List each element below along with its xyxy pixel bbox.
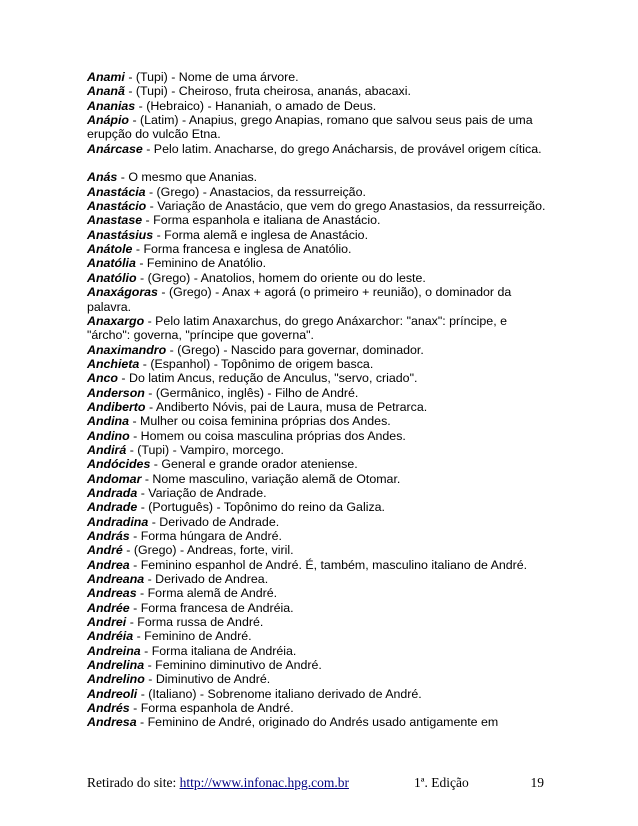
entry-term: Anárcase xyxy=(87,141,143,156)
entry-term: Andréia xyxy=(87,629,134,644)
dictionary-entry xyxy=(87,256,552,270)
entry-description: - Nome masculino, variação alemã de Otomar. xyxy=(141,471,401,486)
dictionary-entry xyxy=(87,586,552,600)
source-label: Retirado do site: xyxy=(87,775,180,790)
dictionary-entry xyxy=(87,142,552,156)
entry-description: - Homem ou coisa masculina próprias dos Andes. xyxy=(129,428,406,443)
entry-description: - Forma francesa de Andréia. xyxy=(129,600,294,615)
dictionary-entry xyxy=(87,629,552,643)
dictionary-entry xyxy=(87,443,552,457)
entry-term: Anás xyxy=(87,170,118,185)
entry-term: Andreas xyxy=(87,586,137,601)
entry-description: - Feminino diminutivo de André. xyxy=(144,658,322,673)
dictionary-entry xyxy=(87,658,552,672)
dictionary-entry xyxy=(87,285,552,314)
dictionary-entry xyxy=(87,515,552,529)
entry-description: - (Grego) - Andreas, forte, viril. xyxy=(122,543,294,558)
entry-description: - O mesmo que Ananias. xyxy=(117,170,258,185)
entry-term: Anatólio xyxy=(87,270,137,285)
entry-description: - Pelo latim. Anacharse, do grego Anácharsis, de provável origem cítica. xyxy=(142,141,542,156)
entry-description: - (Tupi) - Nome de uma árvore. xyxy=(124,70,299,84)
entry-description: - Derivado de Andrea. xyxy=(144,572,269,587)
entry-term: Andrea xyxy=(87,557,130,572)
dictionary-entry xyxy=(87,213,552,227)
entry-term: Andina xyxy=(87,414,129,429)
entry-term: Andrelino xyxy=(87,672,145,687)
dictionary-entry xyxy=(87,228,552,242)
dictionary-entry xyxy=(87,701,552,715)
entry-term: Anchieta xyxy=(87,356,140,371)
footer-edition: 1ª. Edição xyxy=(414,775,469,790)
dictionary-entry xyxy=(87,400,552,414)
entry-gap xyxy=(87,156,552,170)
entry-description: - Do latim Ancus, redução de Anculus, "servo, criado". xyxy=(117,371,418,386)
dictionary-entry xyxy=(87,170,552,184)
dictionary-entry xyxy=(87,357,552,371)
dictionary-entry xyxy=(87,84,552,98)
entry-term: Ananã xyxy=(87,84,125,99)
entry-description: - Feminino espanhol de André. É, também, masculino italiano de André. xyxy=(129,557,528,572)
entry-term: Andino xyxy=(87,428,130,443)
entry-description: - Forma francesa e inglesa de Anatólio. xyxy=(132,242,352,257)
entry-term: Anastásius xyxy=(87,227,154,242)
entry-term: Andreina xyxy=(87,643,141,658)
dictionary-entry xyxy=(87,687,552,701)
dictionary-entry xyxy=(87,529,552,543)
entry-description: - Variação de Andrade. xyxy=(137,485,267,500)
entry-description: - (Grego) - Nascido para governar, dominador. xyxy=(166,342,424,357)
footer-source xyxy=(87,775,349,791)
dictionary-entry xyxy=(87,486,552,500)
dictionary-entry xyxy=(87,429,552,443)
dictionary-entry xyxy=(87,601,552,615)
entry-term: Andrade xyxy=(87,500,138,515)
dictionary-entry xyxy=(87,271,552,285)
entry-description: - Forma húngara de André. xyxy=(129,529,282,543)
dictionary-entry xyxy=(87,70,552,84)
entry-description: - (Grego) - Anatolios, homem do oriente ou do leste. xyxy=(136,270,426,285)
entry-term: Andreana xyxy=(87,572,145,587)
dictionary-entry xyxy=(87,314,552,343)
entry-description: - (Tupi) - Vampiro, morcego. xyxy=(126,442,284,457)
dictionary-entry xyxy=(87,343,552,357)
entry-term: Anaximandro xyxy=(87,342,167,357)
entry-description: - Feminino de André. xyxy=(133,629,252,644)
entry-term: András xyxy=(87,529,130,543)
entry-description: - General e grande orador ateniense. xyxy=(150,457,358,472)
entry-description: - Derivado de Andrade. xyxy=(148,514,280,529)
entry-term: Anastácia xyxy=(87,184,146,199)
dictionary-entry xyxy=(87,615,552,629)
entry-description: - (Espanhol) - Topônimo de origem basca. xyxy=(139,356,374,371)
entry-term: Anami xyxy=(87,70,125,84)
entry-term: Andomar xyxy=(87,471,142,486)
dictionary-entry xyxy=(87,185,552,199)
entry-description: - (Latim) - Anapius, grego Anapias, romano que salvou seus pais de uma erupção do vulcão Etna. xyxy=(87,113,533,142)
entry-term: André xyxy=(87,543,123,558)
entry-term: Anaxágoras xyxy=(87,285,158,300)
dictionary-entry xyxy=(87,472,552,486)
entry-description: - (Hebraico) - Hananiah, o amado de Deus. xyxy=(135,98,377,113)
entry-description: - Forma italiana de Andréia. xyxy=(140,643,297,658)
entry-description: - (Grego) - Anax + agorá (o primeiro + reunião), o dominador da palavra. xyxy=(87,285,512,314)
entry-term: Anátole xyxy=(87,242,133,257)
entry-term: Ananias xyxy=(87,98,136,113)
entry-term: Andrelina xyxy=(87,658,145,673)
entry-description: - Forma alemã de André. xyxy=(136,586,278,601)
dictionary-entry xyxy=(87,672,552,686)
dictionary-entry xyxy=(87,558,552,572)
dictionary-entry xyxy=(87,457,552,471)
dictionary-entry xyxy=(87,644,552,658)
entry-term: Andiberto xyxy=(87,399,146,414)
dictionary-entry xyxy=(87,715,552,729)
entry-description: - (Italiano) - Sobrenome italiano derivado de André. xyxy=(137,686,422,701)
entry-term: Andrée xyxy=(87,600,130,615)
dictionary-entry xyxy=(87,199,552,213)
entry-description: - Mulher ou coisa feminina próprias dos Andes. xyxy=(129,414,391,429)
entry-description: - Variação de Anastácio, que vem do grego Anastasios, da ressurreição. xyxy=(146,199,546,214)
entry-description: - (Germânico, inglês) - Filho de André. xyxy=(144,385,359,400)
entry-description: - Andiberto Nóvis, pai de Laura, musa de Petrarca. xyxy=(145,399,428,414)
dictionary-entry xyxy=(87,414,552,428)
entry-term: Andresa xyxy=(87,715,137,730)
dictionary-entry xyxy=(87,543,552,557)
entry-term: Anderson xyxy=(87,385,145,400)
page-number: 19 xyxy=(530,775,544,790)
dictionary-entry xyxy=(87,500,552,514)
entry-term: Anastase xyxy=(87,213,143,228)
entry-term: Andirá xyxy=(87,442,127,457)
entry-description: - (Grego) - Anastacios, da ressurreição. xyxy=(145,184,366,199)
entry-description: - Forma russa de André. xyxy=(126,615,264,630)
entry-term: Anaxargo xyxy=(87,313,145,328)
dictionary-entries xyxy=(87,70,552,730)
source-link[interactable]: http://www.infonac.hpg.com.br xyxy=(179,775,349,790)
entry-term: Anápio xyxy=(87,113,129,128)
dictionary-entry xyxy=(87,386,552,400)
dictionary-entry xyxy=(87,242,552,256)
entry-description: - (Português) - Topônimo do reino da Galiza. xyxy=(137,500,385,515)
dictionary-entry xyxy=(87,371,552,385)
entry-term: Andrada xyxy=(87,485,138,500)
entry-description: - Pelo latim Anaxarchus, do grego Anáxarchor: "anax": príncipe, e "árcho": governa, "príncipe que governa". xyxy=(87,313,507,343)
entry-description: - Feminino de André, originado do Andrés usado antigamente em xyxy=(136,715,499,730)
entry-description: - Feminino de Anatólio. xyxy=(135,256,267,271)
entry-term: Anco xyxy=(87,371,118,386)
entry-term: Anatólia xyxy=(87,256,136,271)
entry-term: Andradina xyxy=(87,514,149,529)
entry-term: Andreoli xyxy=(87,686,138,701)
entry-term: Andrés xyxy=(87,701,130,716)
entry-description: - Forma espanhola e italiana de Anastácio. xyxy=(142,213,381,228)
entry-description: - (Tupi) - Cheiroso, fruta cheirosa, ananás, abacaxi. xyxy=(124,84,411,99)
dictionary-entry xyxy=(87,113,552,142)
entry-description: - Forma alemã e inglesa de Anastácio. xyxy=(153,227,369,242)
dictionary-entry xyxy=(87,572,552,586)
entry-term: Andrei xyxy=(87,615,127,630)
entry-term: Andócides xyxy=(87,457,151,472)
entry-term: Anastácio xyxy=(87,199,147,214)
entry-description: - Forma espanhola de André. xyxy=(129,701,294,716)
dictionary-entry xyxy=(87,99,552,113)
entry-description: - Diminutivo de André. xyxy=(144,672,271,687)
